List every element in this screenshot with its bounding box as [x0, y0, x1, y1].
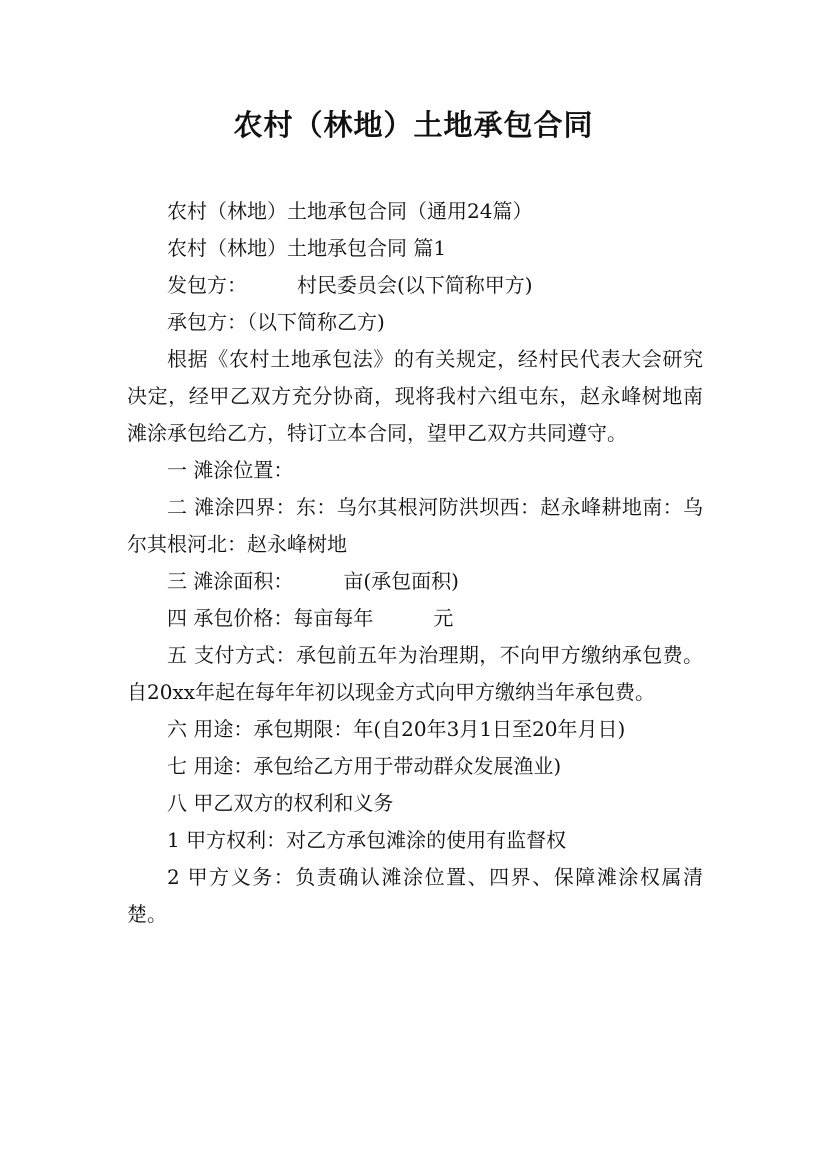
paragraph-clause-6: 六 用途：承包期限：年(自20年3月1日至20年月日) [167, 717, 626, 741]
paragraph-section-heading: 农村（林地）土地承包合同 篇1 [167, 236, 447, 260]
paragraph-clause-8-2: 2 甲方义务：负责确认滩涂位置、四界、保障滩涂权属清楚。 [127, 865, 703, 926]
paragraph-clause-8: 八 甲乙双方的权利和义务 [167, 791, 394, 815]
paragraph-party-a: 发包方： 村民委员会(以下简称甲方) [167, 273, 533, 297]
document-title: 农村（林地）土地承包合同 [233, 108, 594, 142]
paragraph-clause-3: 三 滩涂面积： 亩(承包面积) [167, 569, 459, 593]
paragraph-clause-8-1: 1 甲方权利：对乙方承包滩涂的使用有监督权 [167, 828, 567, 852]
paragraph-clause-4: 四 承包价格：每亩每年 元 [167, 606, 454, 630]
paragraph-clause-7: 七 用途：承包给乙方用于带动群众发展渔业) [167, 754, 562, 778]
paragraph-clause-5: 五 支付方式：承包前五年为治理期，不向甲方缴纳承包费。自20xx年起在每年年初以现金方式向甲方缴纳当年承包费。 [127, 643, 703, 704]
paragraph-subtitle: 农村（林地）土地承包合同（通用24篇） [167, 199, 533, 223]
paragraph-party-b: 承包方：（以下简称乙方) [167, 310, 385, 334]
paragraph-clause-1: 一 滩涂位置： [167, 458, 294, 482]
paragraph-clause-2: 二 滩涂四界：东：乌尔其根河防洪坝西：赵永峰耕地南：乌尔其根河北：赵永峰树地 [127, 495, 703, 556]
document-body [127, 193, 703, 933]
paragraph-preamble: 根据《农村土地承包法》的有关规定，经村民代表大会研究决定，经甲乙双方充分协商，现将我村六组屯东，赵永峰树地南滩涂承包给乙方，特订立本合同，望甲乙双方共同遵守。 [127, 347, 703, 445]
